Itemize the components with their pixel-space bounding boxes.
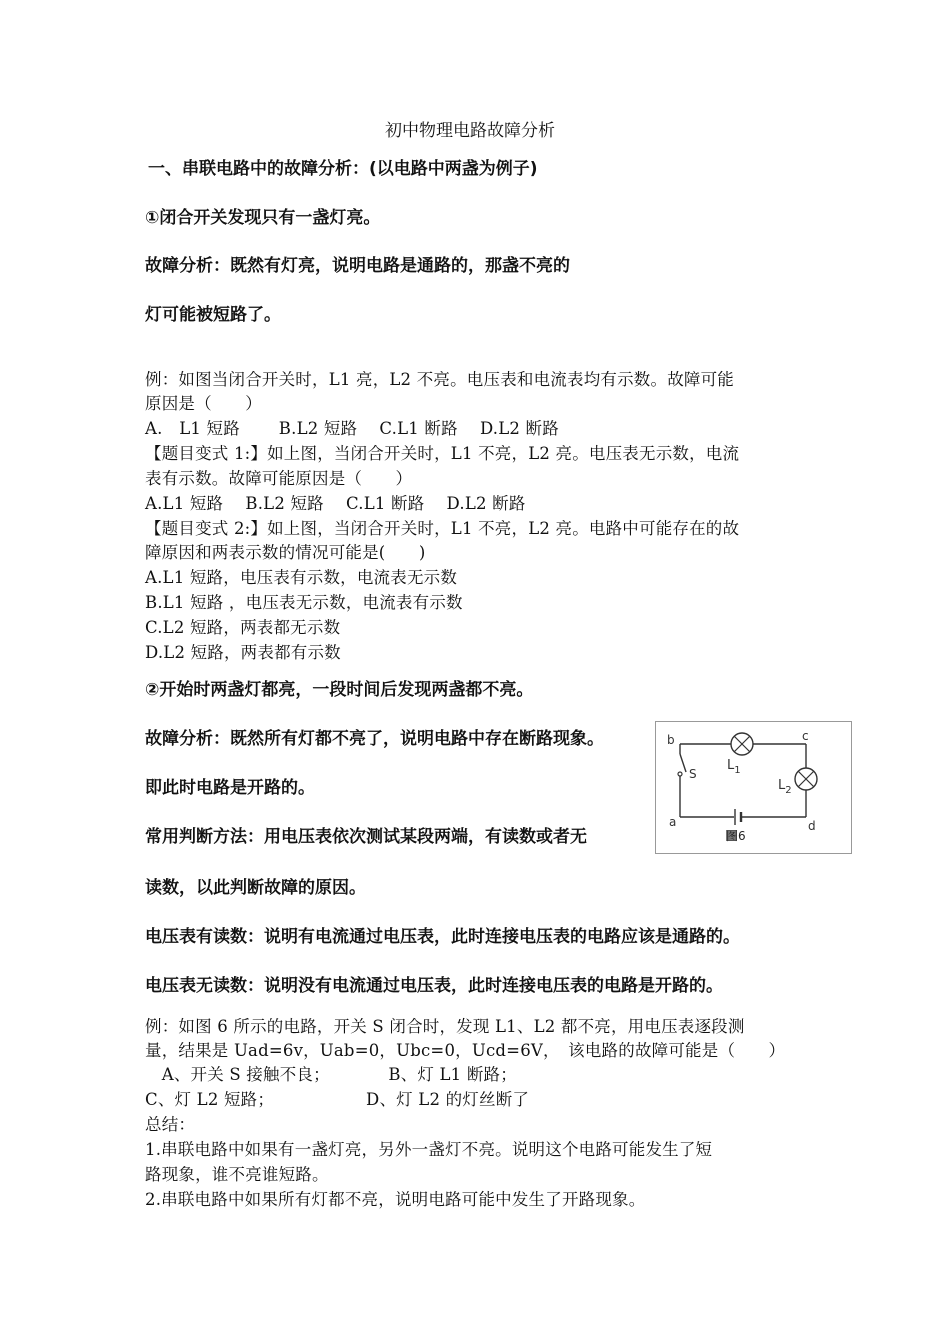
example2-line2: 量，结果是 Uad=6v，Uab=0，Ubc=0，Ucd=6V， 该电路的故障可能是（ ）: [145, 1041, 786, 1060]
example1-question-line1: 例：如图当闭合开关时，L1 亮，L2 不亮。电压表和电流表均有示数。故障可能: [145, 370, 734, 389]
case1-heading: ①闭合开关发现只有一盏灯亮。: [145, 208, 381, 228]
variant1-line2: 表有示数。故障可能原因是（ ）: [145, 469, 413, 488]
case2-heading: ②开始时两盏灯都亮，一段时间后发现两盏都不亮。: [145, 680, 534, 700]
variant2-option-a: A.L1 短路，电压表有示数，电流表无示数: [145, 568, 458, 587]
summary-item1-line2: 路现象，谁不亮谁短路。: [145, 1165, 329, 1184]
figure-caption: 图6: [726, 829, 746, 843]
variant2-line1: 【题目变式 2:】如上图，当闭合开关时，L1 不亮，L2 亮。电路中可能存在的故: [145, 519, 740, 538]
example1-question-line2: 原因是（ ）: [145, 394, 262, 413]
node-label-a: a: [669, 815, 677, 829]
summary-heading: 总结：: [145, 1115, 196, 1134]
case2-method-line1: 常用判断方法：用电压表依次测试某段两端，有读数或者无: [145, 827, 587, 847]
switch-label: S: [689, 767, 697, 781]
case2-reading-no: 电压表无读数：说明没有电流通过电压表，此时连接电压表的电路是开路的。: [145, 976, 723, 996]
circuit-diagram: [656, 722, 851, 853]
variant2-option-c: C.L2 短路，两表都无示数: [145, 618, 341, 637]
section1-heading: 一、串联电路中的故障分析：(以电路中两盏为例子): [148, 159, 538, 179]
variant2-option-d: D.L2 短路，两表都有示数: [145, 643, 341, 662]
example1-options: A. L1 短路 B.L2 短路 C.L1 断路 D.L2 断路: [145, 419, 559, 438]
case1-analysis-line2: 灯可能被短路了。: [145, 305, 281, 325]
example2-options-cd: C、灯 L2 短路； D、灯 L2 的灯丝断了: [145, 1090, 530, 1109]
case2-reading-yes: 电压表有读数：说明有电流通过电压表，此时连接电压表的电路应该是通路的。: [145, 927, 740, 947]
lamp-l2-label: $L_2$: [778, 778, 792, 796]
case2-open-circuit: 即此时电路是开路的。: [145, 778, 315, 798]
switch-contact: [678, 772, 682, 776]
example2-line1: 例：如图 6 所示的电路，开关 S 闭合时，发现 L1、L2 都不亮，用电压表逐段测: [145, 1017, 745, 1036]
case2-analysis: 故障分析：既然所有灯都不亮了，说明电路中存在断路现象。: [145, 729, 604, 749]
circuit-diagram-figure: [655, 721, 852, 854]
lamp-l1-label: $L_1$: [727, 758, 741, 776]
node-label-d: d: [808, 819, 816, 833]
switch-blade: [680, 754, 686, 772]
document-title: 初中物理电路故障分析: [385, 121, 555, 141]
summary-item2: 2.串联电路中如果所有灯都不亮，说明电路可能中发生了开路现象。: [145, 1190, 646, 1209]
summary-item1-line1: 1.串联电路中如果有一盏灯亮，另外一盏灯不亮。说明这个电路可能发生了短: [145, 1140, 713, 1159]
case2-method-line2: 读数，以此判断故障的原因。: [145, 878, 366, 898]
variant1-line1: 【题目变式 1:】如上图，当闭合开关时，L1 不亮，L2 亮。电压表无示数，电流: [145, 444, 740, 463]
variant2-option-b: B.L1 短路 ，电压表无示数，电流表有示数: [145, 593, 463, 612]
node-label-c: c: [802, 729, 809, 743]
variant1-options: A.L1 短路 B.L2 短路 C.L1 断路 D.L2 断路: [145, 494, 526, 513]
case1-analysis-line1: 故障分析：既然有灯亮，说明电路是通路的，那盏不亮的: [145, 256, 570, 276]
example2-options-ab: A、开关 S 接触不良； B、灯 L1 断路；: [145, 1065, 517, 1084]
node-label-b: b: [667, 733, 675, 747]
variant2-line2: 障原因和两表示数的情况可能是( ): [145, 543, 426, 562]
